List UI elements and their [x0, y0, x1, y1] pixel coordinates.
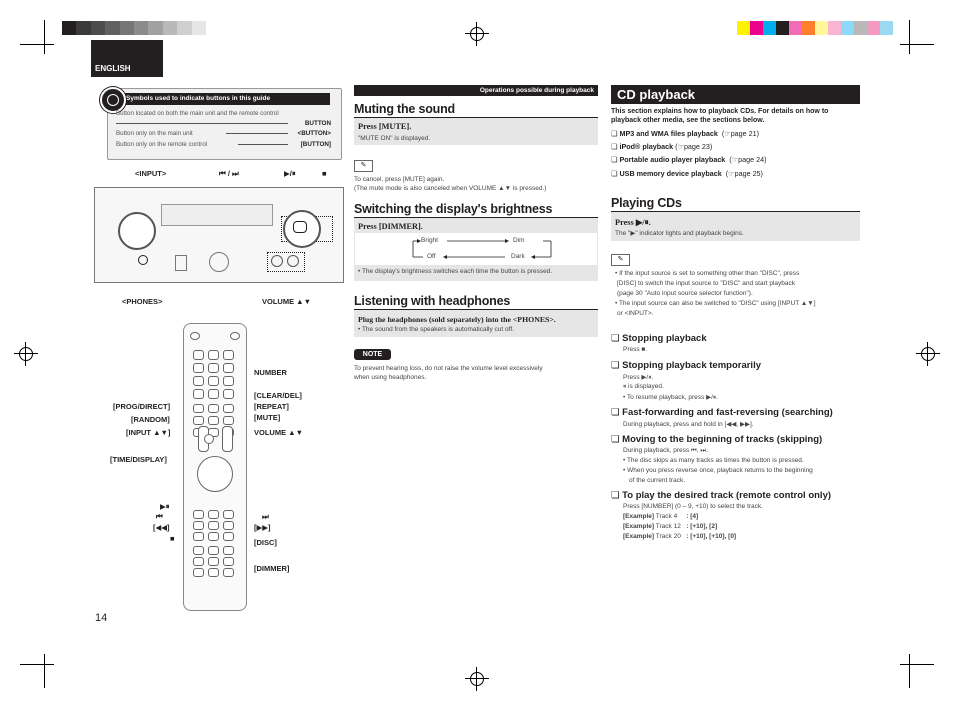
- label-skip: ⏮ / ⏭: [219, 169, 239, 178]
- label-time-display: [TIME/DISPLAY]: [110, 455, 167, 464]
- brightness-press: Press [DIMMER].: [358, 222, 423, 231]
- brightness-title: Switching the display's brightness: [354, 202, 553, 216]
- desired-title: ❏ To play the desired track (remote control only): [611, 490, 832, 501]
- brightness-note: • The display's brightness switches each time the button is pressed.: [358, 268, 553, 275]
- label-ff-remote: [▶▶]: [254, 523, 271, 532]
- swatch: [763, 21, 776, 35]
- cd-intro-1: This section explains how to playback CDs. For details on how to: [611, 108, 829, 115]
- muting-note-1: To cancel, press [MUTE] again.: [354, 176, 445, 183]
- stopping-text: Press ■.: [623, 346, 648, 353]
- label-input-remote: [INPUT ▲▼]: [126, 428, 171, 437]
- page-number: 14: [95, 612, 108, 624]
- skip-text-1: During playback, press ⏮, ⏭.: [623, 447, 709, 454]
- symbols-guide-box: [107, 88, 342, 160]
- label-play-pause: ▶/⏸: [284, 169, 296, 178]
- remote-control-illustration: [183, 323, 247, 611]
- source-button: [193, 557, 204, 566]
- muting-title: Muting the sound: [354, 102, 455, 116]
- label-clear-del: [CLEAR/DEL]: [254, 391, 302, 400]
- mute-button: [204, 434, 214, 444]
- symbol-label-remote: [BUTTON]: [300, 141, 331, 148]
- source-button: [193, 568, 204, 577]
- number-button: [208, 350, 219, 360]
- number-button: [208, 389, 219, 399]
- link-mp3[interactable]: ❏ MP3 and WMA files playback (☞page 21): [611, 129, 760, 138]
- search-title: ❏ Fast-forwarding and fast-reversing (searching): [611, 407, 833, 418]
- transport-button: [223, 510, 234, 519]
- crop-mark: [20, 664, 54, 665]
- swatch: [163, 21, 177, 35]
- swatch: [192, 21, 206, 35]
- swatch: [880, 21, 893, 35]
- pencil-icon: ✎: [611, 254, 630, 266]
- main-unit-illustration: [94, 187, 344, 283]
- cd-intro-2: playback other media, see the sections below.: [611, 117, 765, 124]
- number-button: [193, 350, 204, 360]
- swatch: [867, 21, 880, 35]
- phones-jack: [138, 255, 148, 265]
- playing-note-2: [DISC] to switch the input source to "DISC" and start playback: [617, 280, 796, 287]
- function-button: [208, 416, 219, 425]
- playing-note-3: (page 30 "Auto input source selector function").: [617, 290, 753, 297]
- link-ipod[interactable]: ❏ iPod® playback (☞page 23): [611, 142, 713, 151]
- source-button: [208, 546, 219, 555]
- brightness-cycle-diagram: [355, 233, 597, 265]
- cd-playback-title: CD playback: [611, 85, 860, 104]
- function-button: [208, 404, 219, 413]
- registration-mark: [916, 342, 940, 366]
- number-button: [223, 350, 234, 360]
- volume-up-button: [287, 255, 299, 267]
- level-off: Off: [427, 253, 436, 260]
- transport-button: [208, 521, 219, 530]
- level-bright: Bright: [421, 237, 438, 244]
- swatch: [815, 21, 828, 35]
- level-dim: Dim: [513, 237, 525, 244]
- pencil-icon: ✎: [354, 160, 373, 172]
- cycle-arrows: [355, 233, 597, 265]
- label-disc: [DISC]: [254, 538, 277, 547]
- guide-line: [116, 123, 288, 124]
- search-text: During playback, press and hold in [◀◀, ▶▶].: [623, 421, 754, 428]
- crop-mark: [44, 654, 45, 688]
- volume-down-button: [271, 255, 283, 267]
- swatch: [789, 21, 802, 35]
- label-volume: VOLUME ▲▼: [262, 297, 312, 306]
- crop-mark: [900, 664, 934, 665]
- volume-dial: [209, 252, 229, 272]
- swatch: [62, 21, 76, 35]
- swatch: [134, 21, 148, 35]
- cursor-pad: [197, 456, 233, 492]
- source-button: [208, 568, 219, 577]
- playing-result: The "▶" indicator lights and playback begins.: [615, 230, 744, 237]
- muting-press: Press [MUTE].: [358, 122, 412, 131]
- number-button: [208, 363, 219, 373]
- display-window: [161, 204, 273, 226]
- label-random: [RANDOM]: [131, 415, 170, 424]
- link-usb[interactable]: ❏ USB memory device playback (☞page 25): [611, 169, 763, 178]
- source-button: [193, 546, 204, 555]
- label-phones: <PHONES>: [122, 297, 163, 306]
- swatch: [841, 21, 854, 35]
- crop-mark: [20, 44, 54, 45]
- source-button: [223, 557, 234, 566]
- playing-note-4: • The input source can also be switched to "DISC" using [INPUT ▲▼]: [615, 300, 816, 307]
- symbol-desc-remote: Button only on the remote control: [116, 141, 208, 148]
- symbols-guide-title: Symbols used to indicate buttons in this guide: [122, 93, 330, 105]
- level-dark: Dark: [511, 253, 525, 260]
- swatch: [91, 21, 105, 35]
- playing-note-1: • If the input source is set to something other than "DISC", press: [615, 270, 800, 277]
- example-row: [Example] Track 12 : [+10], [2]: [623, 523, 718, 530]
- label-number: NUMBER: [254, 368, 287, 377]
- number-button: [223, 376, 234, 386]
- symbol-desc-main: Button only on the main unit: [116, 130, 193, 137]
- source-button: [208, 557, 219, 566]
- label-prog-direct: [PROG/DIRECT]: [113, 402, 171, 411]
- remote-power-button: [230, 332, 240, 340]
- language-tab: ENGLISH: [91, 40, 163, 77]
- transport-button: [208, 510, 219, 519]
- swatch: [76, 21, 90, 35]
- transport-button: [193, 532, 204, 541]
- swatch: [776, 21, 789, 35]
- crop-mark: [900, 44, 934, 45]
- label-play-pause-remote: ▶⏸: [160, 502, 170, 511]
- transport-button: [223, 521, 234, 530]
- skip-text-2: • The disc skips as many tracks as times the button is pressed.: [623, 457, 804, 464]
- link-portable[interactable]: ❏ Portable audio player playback (☞page 24): [611, 155, 767, 164]
- playing-press: Press ▶/⏸.: [615, 218, 651, 227]
- transport-button: [193, 510, 204, 519]
- swatch: [750, 21, 763, 35]
- swatch: [120, 21, 134, 35]
- registration-mark: [14, 342, 38, 366]
- transport-button: [208, 532, 219, 541]
- headphones-title: Listening with headphones: [354, 294, 511, 308]
- volume-rocker: [222, 426, 233, 452]
- label-volume-remote: VOLUME ▲▼: [254, 428, 304, 437]
- crop-mark: [909, 654, 910, 688]
- transport-button: [223, 532, 234, 541]
- label-stop: ■: [322, 169, 327, 178]
- headphones-instruction: Plug the headphones (sold separately) into the <PHONES>.: [358, 315, 556, 324]
- number-button: [193, 389, 204, 399]
- label-next-remote: ⏭: [262, 512, 269, 521]
- label-input: <INPUT>: [135, 169, 167, 178]
- desired-text: Press [NUMBER] (0 – 9, +10) to select the track.: [623, 503, 763, 510]
- label-repeat: [REPEAT]: [254, 402, 289, 411]
- label-stop-remote: ■: [170, 534, 175, 543]
- symbol-label-both: BUTTON: [304, 120, 331, 127]
- skip-text-4: of the current track.: [629, 477, 685, 484]
- swatch: [105, 21, 119, 35]
- guide-line: [226, 133, 288, 134]
- skip-title: ❏ Moving to the beginning of tracks (skipping): [611, 434, 823, 445]
- play-button: [293, 221, 307, 233]
- label-mute: [MUTE]: [254, 413, 281, 422]
- pause-text-2: ⏸ is displayed.: [623, 383, 664, 390]
- example-row: [Example] Track 4 : [4]: [623, 513, 699, 520]
- registration-mark: [465, 667, 489, 691]
- label-dimmer: [DIMMER]: [254, 564, 290, 573]
- swatch: [802, 21, 815, 35]
- symbol-desc-both: Button located on both the main unit and the remote control: [116, 110, 279, 117]
- pause-title: ❏ Stopping playback temporarily: [611, 360, 761, 371]
- pause-text-1: Press ▶/⏸.: [623, 374, 654, 381]
- function-button: [223, 404, 234, 413]
- number-button: [193, 376, 204, 386]
- usb-port: [175, 255, 187, 271]
- remote-power-button: [190, 332, 200, 340]
- crop-mark: [44, 20, 45, 54]
- number-button: [223, 389, 234, 399]
- muting-note-2: (The mute mode is also canceled when VOLUME ▲▼ is pressed.): [354, 185, 547, 192]
- function-button: [193, 404, 204, 413]
- playing-cds-title: Playing CDs: [611, 196, 682, 210]
- headphones-result: • The sound from the speakers is automatically cut off.: [358, 326, 514, 333]
- muting-result: "MUTE ON" is displayed.: [358, 135, 431, 142]
- note-badge: NOTE: [354, 349, 391, 360]
- guide-line: [238, 144, 288, 145]
- input-knob: [118, 212, 156, 250]
- swatch: [148, 21, 162, 35]
- number-button: [193, 363, 204, 373]
- swatch: [177, 21, 191, 35]
- operations-header: Operations possible during playback: [354, 85, 598, 96]
- source-button: [223, 546, 234, 555]
- swatch: [854, 21, 867, 35]
- number-button: [223, 363, 234, 373]
- skip-text-3: • When you press reverse once, playback returns to the beginning: [623, 467, 813, 474]
- swatch: [828, 21, 841, 35]
- label-prev-remote: ⏮: [156, 512, 163, 521]
- symbol-label-main: <BUTTON>: [297, 130, 331, 137]
- playing-note-5: or <INPUT>.: [617, 310, 654, 317]
- registration-mark: [465, 22, 489, 46]
- function-button: [223, 416, 234, 425]
- label-rew-remote: [◀◀]: [153, 523, 170, 532]
- source-button: [223, 568, 234, 577]
- stopping-title: ❏ Stopping playback: [611, 333, 707, 344]
- headphones-note-1: To prevent hearing loss, do not raise the volume level excessively: [354, 365, 543, 372]
- function-button: [193, 416, 204, 425]
- swatch: [737, 21, 750, 35]
- transport-button: [193, 521, 204, 530]
- example-row: [Example] Track 20 : [+10], [+10], [0]: [623, 533, 737, 540]
- number-button: [208, 376, 219, 386]
- pause-text-3: • To resume playback, press ▶/⏸.: [623, 394, 718, 401]
- headphones-note-2: when using headphones.: [354, 374, 427, 381]
- crop-mark: [909, 20, 910, 54]
